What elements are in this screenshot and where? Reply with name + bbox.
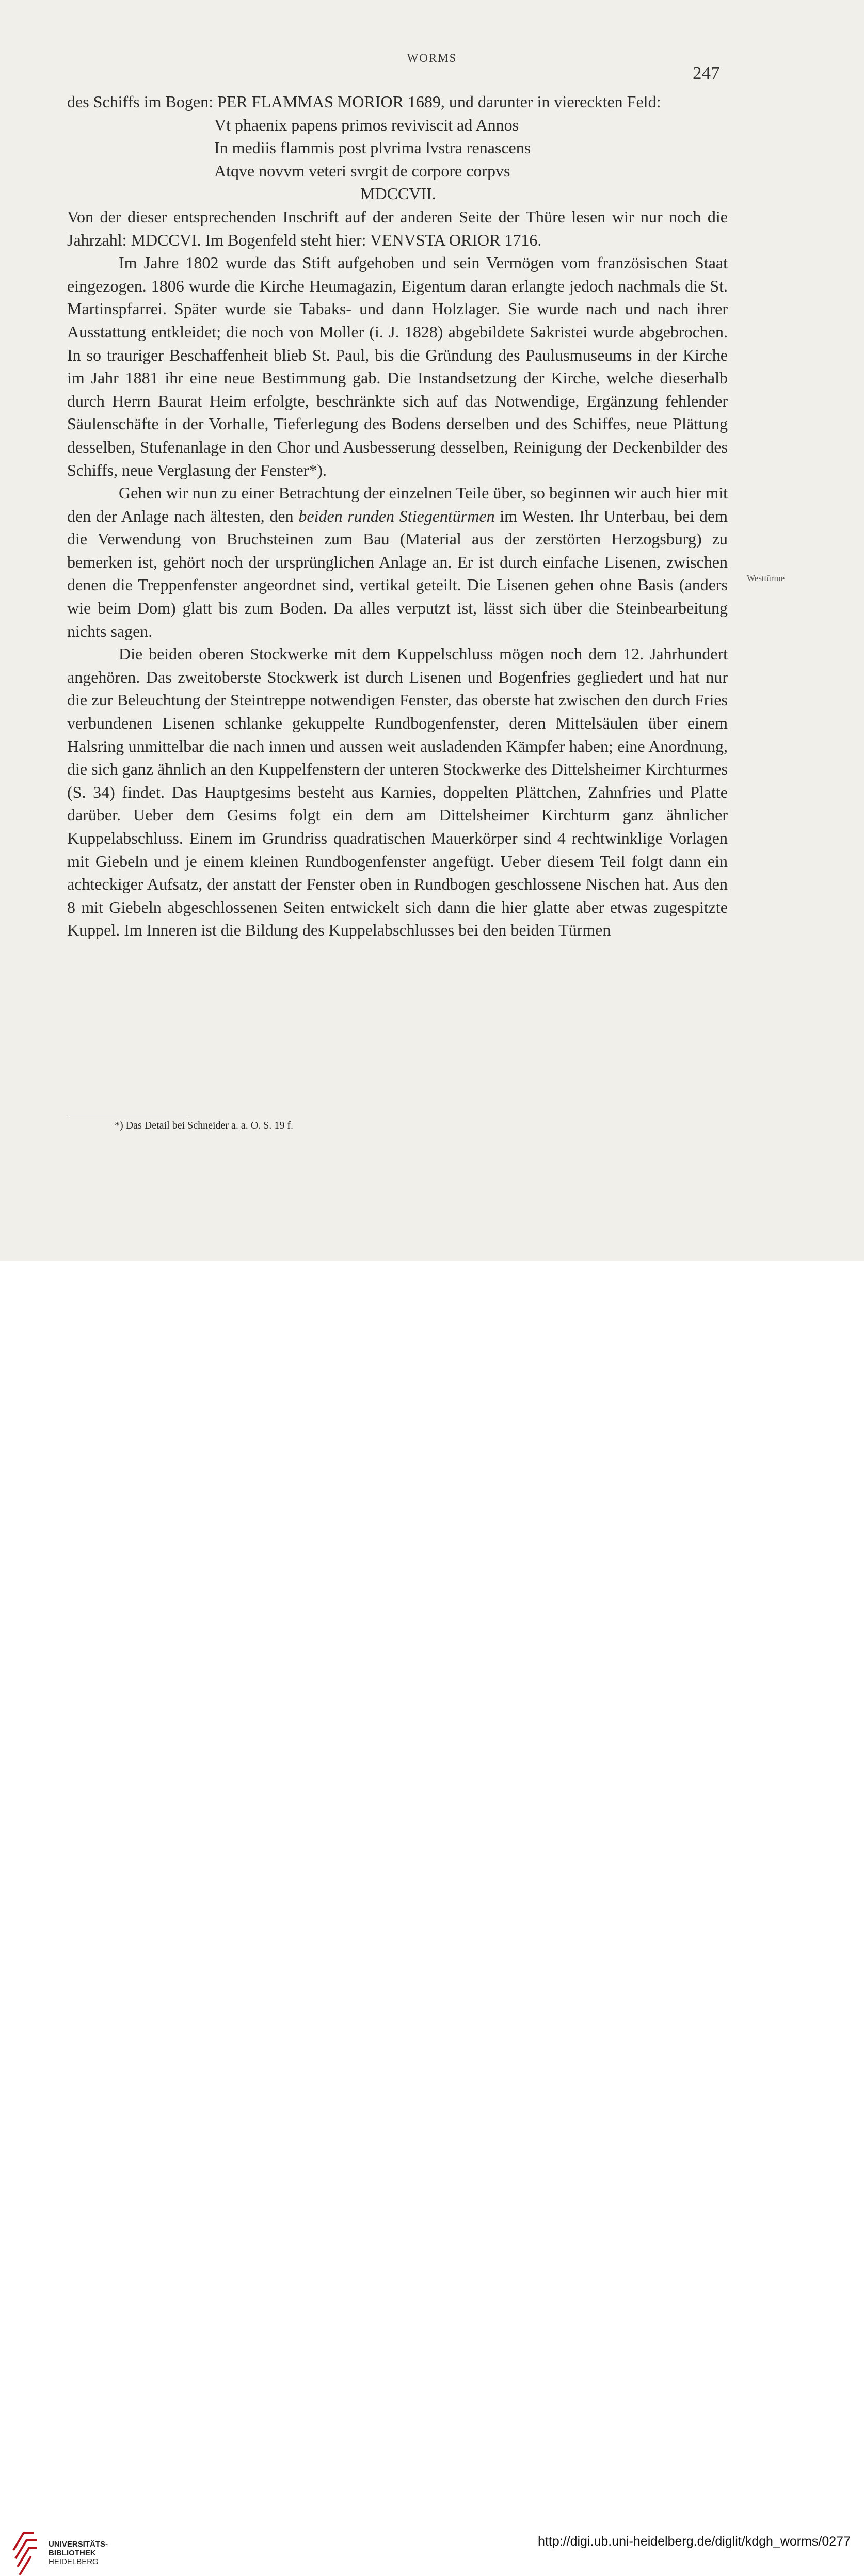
footer-bar	[0, 1261, 864, 2566]
paragraph-4-emphasis: beiden runden Stiegentürmen	[298, 506, 495, 525]
library-name-line-3: HEIDELBERG	[49, 2557, 99, 2566]
inscription-line-1: Vt phaenix papens primos reviviscit ad Annos	[214, 115, 519, 134]
inscription-line-4: MDCCVII.	[360, 184, 436, 203]
paragraph-2: Von der dieser entsprechenden Inschrift auf der anderen Seite der Thüre lesen wir nur noch die Jahrzahl: MDCCVI. Im Bogenfeld steht hier: VENVSTA ORIOR 1716.	[67, 207, 728, 249]
library-name	[49, 2540, 108, 2566]
footnote: *) Das Detail bei Schneider a. a. O. S. 19 f.	[115, 1120, 294, 1131]
paragraph-3: Im Jahre 1802 wurde das Stift aufgehoben und sein Vermögen vom französischen Staat eingezogen. 1806 wurde die Kirche Heumagazin, Eigentum daran erlangte jedoch nachmals die St. Martinspfarrei. Später wurde sie Tabaks- und dann Holzlager. Sie wurde nach und nach ihrer Ausstattung entkleidet; die noch von Moller (i. J. 1828) abgebildete Sakristei wurde abgebrochen. In so trauriger Beschaffenheit blieb St. Paul, bis die Gründung des Paulusmuseums in der Kirche im Jahr 1881 ihr eine neue Bestimmung gab. Die Instandsetzung der Kirche, welche dieserhalb durch Herrn Baurat Heim erfolgte, beschränkte sich auf das Notwendige, Ergänzung fehlender Säulenschäfte in der Vorhalle, Tieferlegung des Bodens derselben und des Schiffes, neue Plättung desselben, Stufenanlage in den Chor und Ausbesserung desselben, Reinigung der Deckenbilder des Schiffs, neue Verglasung der Fenster*).	[67, 253, 728, 479]
running-head: WORMS	[407, 52, 457, 65]
paragraph-4-end: im Westen. Ihr Unterbau, bei dem die Verwendung von Bruchsteinen zum Bau (Material aus der zerstörten Herzogsburg) zu bemerken ist, gehört noch der ursprünglichen Anlage an. Er ist durch einfache Lisenen, zwischen denen die Treppenfenster angeordnet sind, vertikal geteilt. Die Lisenen gehen ohne Basis (anders wie beim Dom) glatt bis zum Boden. Da alles verputzt ist, lässt sich über die Steinbearbeitung nichts sagen.	[67, 506, 728, 640]
inscription-line-2: In mediis flammis post plvrima lvstra renascens	[214, 138, 531, 157]
library-name-line-1: UNIVERSITÄTS-	[49, 2540, 108, 2549]
source-url-link[interactable]: http://digi.ub.uni-heidelberg.de/diglit/kdgh_worms/0277	[538, 2534, 851, 2549]
paragraph-1: des Schiffs im Bogen: PER FLAMMAS MORIOR 1689, und darunter in viereckten Feld:	[67, 92, 661, 111]
ub-heidelberg-logo-icon	[11, 2530, 39, 2576]
paragraph-4	[67, 481, 728, 642]
body-text	[67, 90, 728, 942]
page-number: 247	[693, 63, 720, 83]
paragraph-4-start: Gehen wir nun zu einer Betrachtung der einzelnen Teile über, so beginnen wir auch hier mit den der Anlage nach ältesten, den	[67, 484, 728, 525]
inscription-line-3: Atqve novvm veteri svrgit de corpore corpvs	[214, 161, 510, 180]
scanned-page	[0, 0, 864, 1261]
library-name-line-2: BIBLIOTHEK	[49, 2549, 96, 2557]
inscription	[67, 114, 728, 205]
paragraph-5: Die beiden oberen Stockwerke mit dem Kuppelschluss mögen noch dem 12. Jahrhundert angehören. Das zweitoberste Stockwerk ist durch Lisenen und Bogenfries gegliedert und hat nur die zur Beleuchtung der Steintreppe notwendigen Fenster, das oberste hat zwischen den durch Fries verbundenen Lisenen schlanke gekuppelte Rundbogenfenster, deren Mittelsäulen über einem Halsring unmittelbar die nach innen und aussen weit ausladenden Kämpfer haben; eine Anordnung, die sich ganz ähnlich an den Kuppelfenstern der unteren Stockwerke des Dittelsheimer Kirchturmes (S. 34) findet. Das Hauptgesims besteht aus Karnies, doppelten Plättchen, Zahnfries und Platte darüber. Ueber dem Gesims folgt ein dem am Dittelsheimer Kirchturm ganz ähnlicher Kuppelabschluss. Einem im Grundriss quadratischen Mauerkörper sind 4 rechtwinklige Vorlagen mit Giebeln und je einem kleinen Rundbogenfenster angefügt. Ueber diesem Teil folgt dann ein achteckiger Aufsatz, der anstatt der Fenster oben in Rundbogen geschlossene Nischen hat. Aus den 8 mit Giebeln abgeschlossenen Seiten entwickelt sich dann die hier glatte aber etwas zugespitzte Kuppel. Im Inneren ist die Bildung des Kuppelabschlusses bei den beiden Türmen	[67, 645, 728, 940]
margin-note: Westtürme	[747, 573, 785, 583]
